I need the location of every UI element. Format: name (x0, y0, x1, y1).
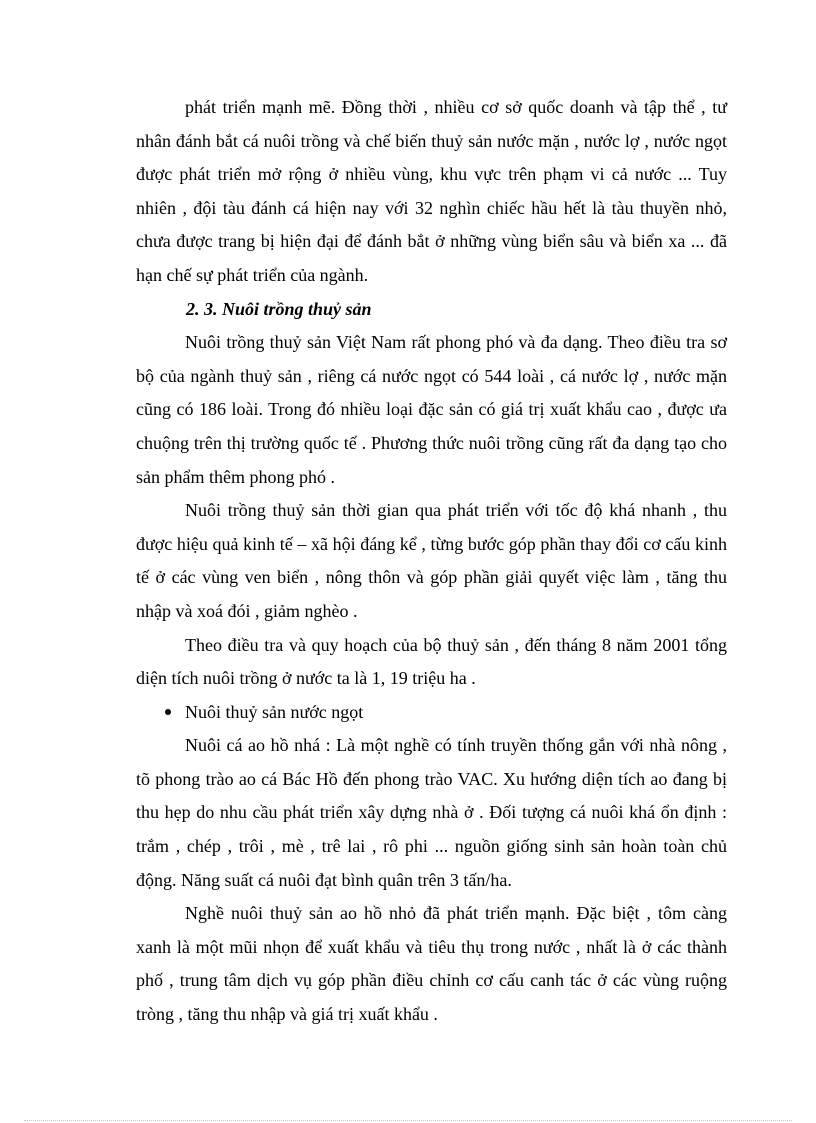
paragraph-aquaculture-growth: Nuôi trồng thuỷ sản thời gian qua phát triển với tốc độ khá nhanh , thu được hiệu quả kinh tế – xã hội đáng kể , từng bước góp phần thay đổi cơ cấu kinh tế ở các vùng ven biển , nông thôn và góp phần giải quyết việc làm , tăng thu nhập và xoá đói , giảm nghèo . (136, 500, 727, 621)
paragraph-pond-fish: Nuôi cá ao hồ nhá : Là một nghề có tính truyền thống gắn với nhà nông , tõ phong trào ao cá Bác Hồ đến phong trào VAC. Xu hướng diện tích ao đang bị thu hẹp do nhu cầu phát triển xây dựng nhà ở . Đối tượng cá nuôi khá ổn định : trắm , chép , trôi , mè , trê lai , rô phi ... nguồn giống sinh sản hoàn toàn chủ động. Năng suất cá nuôi đạt bình quân trên 3 tấn/ha. (136, 735, 727, 890)
bullet-label: Nuôi thuỷ sản nước ngọt (185, 701, 364, 722)
paragraph-small-ponds: Nghề nuôi thuỷ sản ao hồ nhỏ đã phát triển mạnh. Đặc biệt , tôm càng xanh là một mũi nhọn để xuất khẩu và tiêu thụ trong nước , nhất là ở các thành phố , trung tâm dịch vụ góp phần điều chỉnh cơ cấu canh tác ở các vùng ruộng tròng , tăng thu nhập và giá trị xuất khẩu . (136, 903, 727, 1025)
page-bottom-divider (24, 1120, 792, 1121)
section-heading: 2. 3. Nuôi trồng thuỷ sản (186, 298, 372, 319)
document-body (136, 91, 727, 1032)
paragraph-aquaculture-diversity: Nuôi trồng thuỷ sản Việt Nam rất phong phó và đa dạng. Theo điều tra sơ bộ của ngành thuỷ sản , riêng cá nước ngọt có 544 loài , cá nước lợ , nước mặn cũng có 186 loài. Trong đó nhiều loại đặc sản có giá trị xuất khẩu cao , được ưa chuộng trên thị trường quốc tế . Phương thức nuôi trồng cũng rất đa dạng tạo cho sản phẩm thêm phong phó . (136, 332, 727, 487)
paragraph-survey-area: Theo điều tra và quy hoạch của bộ thuỷ sản , đến tháng 8 năm 2001 tổng diện tích nuôi trồng ở nước ta là 1, 19 triệu ha . (136, 634, 727, 689)
paragraph-fishing-fleet: phát triển mạnh mẽ. Đồng thời , nhiều cơ sở quốc doanh và tập thể , tư nhân đánh bắt cá nuôi trồng và chế biến thuỷ sản nước mặn , nước lợ , nước ngọt được phát triển mở rộng ở nhiều vùng, khu vực trên phạm vi cả nước ... Tuy nhiên , đội tàu đánh cá hiện nay với 32 nghìn chiếc hầu hết là tàu thuyền nhỏ, chưa được trang bị hiện đại để đánh bắt ở những vùng biển sâu và biển xa ... đã hạn chế sự phát triển của ngành. (136, 97, 727, 285)
bullet-item-freshwater (136, 696, 727, 730)
bullet-dot-icon (165, 709, 171, 715)
